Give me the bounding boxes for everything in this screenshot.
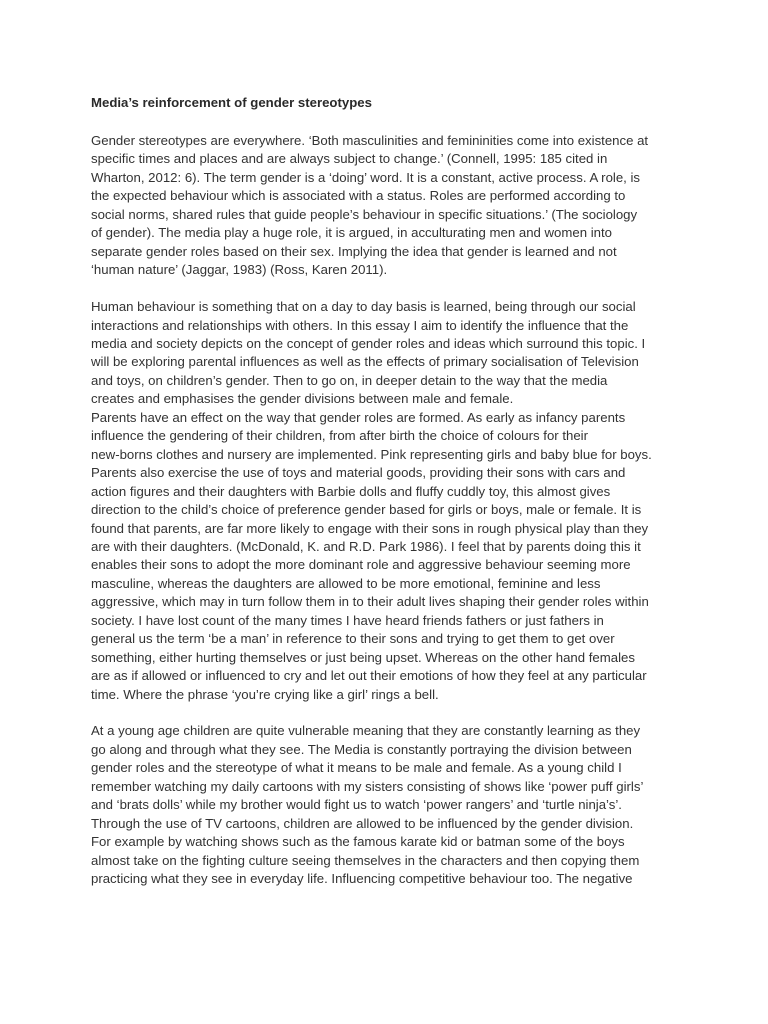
text-line: social norms, shared rules that guide people’s behaviour in specific situations.’ (The sociology xyxy=(91,206,638,222)
text-line: are with their daughters. (McDonald, K. and R.D. Park 1986). I feel that by parents doing this it xyxy=(91,538,641,554)
paragraph-parental-influence xyxy=(91,298,708,704)
text-line: Human behaviour is something that on a day to day basis is learned, being through our social xyxy=(91,299,636,315)
text-line: At a young age children are quite vulnerable meaning that they are constantly learning as they xyxy=(91,723,641,739)
text-line: interactions and relationships with others. In this essay I aim to identify the influence that the xyxy=(91,317,629,333)
text-line: aggressive, which may in turn follow them in to their adult lives shaping their gender roles within xyxy=(91,594,649,610)
paragraph-introduction xyxy=(91,132,708,280)
text-line: remember watching my daily cartoons with my sisters consisting of shows like ‘power puff girls’ xyxy=(91,778,644,794)
text-line: are as if allowed or influenced to cry and let out their emotions of how they feel at any particular xyxy=(91,668,647,684)
text-line: go along and through what they see. The Media is constantly portraying the division between xyxy=(91,741,632,757)
text-line: specific times and places and are always subject to change.’ (Connell, 1995: 185 cited in xyxy=(91,151,608,167)
document-title: Media’s reinforcement of gender stereotypes xyxy=(91,95,372,110)
text-line: and ‘brats dolls’ while my brother would fight us to watch ‘power rangers’ and ‘turtle ninja’s’. xyxy=(91,797,622,813)
text-line: action figures and their daughters with Barbie dolls and fluffy cuddly toy, this almost gives xyxy=(91,483,611,499)
text-line: For example by watching shows such as the famous karate kid or batman some of the boys xyxy=(91,834,625,850)
text-line: general us the term ‘be a man’ in reference to their sons and trying to get them to get over xyxy=(91,631,615,647)
text-line: ‘human nature’ (Jaggar, 1983) (Ross, Karen 2011). xyxy=(91,262,388,278)
text-line: the expected behaviour which is associated with a status. Roles are performed according to xyxy=(91,188,626,204)
text-line: direction to the child’s choice of preference gender based for girls or boys, male or female. It is xyxy=(91,502,642,518)
text-line: of gender). The media play a huge role, it is argued, in acculturating men and women into xyxy=(91,225,612,241)
text-line: separate gender roles based on their sex. Implying the idea that gender is learned and not xyxy=(91,243,617,259)
text-line: creates and emphasises the gender divisions between male and female. xyxy=(91,391,514,407)
text-line: enables their sons to adopt the more dominant role and aggressive behaviour seeming more xyxy=(91,557,631,573)
text-line: masculine, whereas the daughters are allowed to be more emotional, feminine and less xyxy=(91,575,601,591)
text-line: will be exploring parental influences as well as the effects of primary socialisation of Television xyxy=(91,354,639,370)
text-line: found that parents, are far more likely to engage with their sons in rough physical play than they xyxy=(91,520,649,536)
text-line: something, either hurting themselves or just being upset. Whereas on the other hand females xyxy=(91,649,635,665)
text-line: new-borns clothes and nursery are implemented. Pink representing girls and baby blue for boys. xyxy=(91,446,652,462)
text-line: Gender stereotypes are everywhere. ‘Both masculinities and femininities come into existence at xyxy=(91,133,649,148)
text-line: almost take on the fighting culture seeing themselves in the characters and then copying them xyxy=(91,852,640,868)
text-line: gender roles and the stereotype of what it means to be male and female. As a young child I xyxy=(91,760,622,776)
text-line: and toys, on children’s gender. Then to go on, in deeper detain to the way that the media xyxy=(91,372,608,388)
text-line: society. I have lost count of the many times I have heard friends fathers or just fathers in xyxy=(91,612,604,628)
text-line: Through the use of TV cartoons, children are allowed to be influenced by the gender division. xyxy=(91,815,634,831)
text-line: media and society depicts on the concept of gender roles and ideas which surround this topic. I xyxy=(91,335,646,351)
text-line: Parents also exercise the use of toys and material goods, providing their sons with cars and xyxy=(91,465,626,481)
paragraph-spacer xyxy=(91,704,708,722)
text-line: Wharton, 2012: 6). The term gender is a ‘doing’ word. It is a constant, active process. A role, is xyxy=(91,169,641,185)
text-line: practicing what they see in everyday life. Influencing competitive behaviour too. The negative xyxy=(91,871,633,887)
paragraph-media-influence xyxy=(91,722,708,888)
text-line: Parents have an effect on the way that gender roles are formed. As early as infancy parents xyxy=(91,409,626,425)
text-line: time. Where the phrase ‘you’re crying like a girl’ rings a bell. xyxy=(91,686,439,702)
paragraph-spacer xyxy=(91,280,708,298)
text-line: influence the gendering of their children, from after birth the choice of colours for their xyxy=(91,428,588,444)
